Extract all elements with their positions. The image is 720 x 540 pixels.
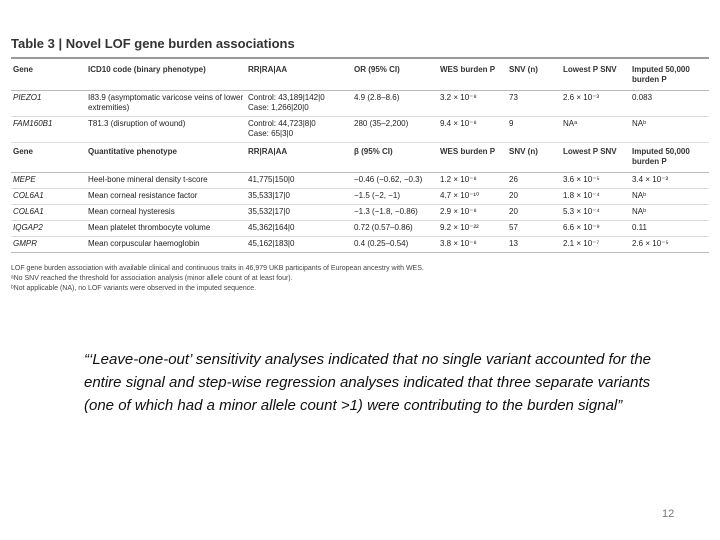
table-cell: 20 bbox=[509, 191, 518, 200]
table-cell: WES burden P bbox=[440, 65, 496, 74]
table-cell: 4.9 (2.8–8.6) bbox=[354, 93, 400, 102]
page-number: 12 bbox=[662, 508, 675, 520]
quote-text: “‘Leave-one-out’ sensitivity analyses indicated that no single variant accounted for the entire signal and step-wise regression analyses indicated that three separate variants (one of which had a minor allele count >1) were contributing to the burden signal” bbox=[84, 351, 652, 414]
table-cell: 0.11 bbox=[632, 223, 647, 232]
table-cell: 73 bbox=[509, 93, 518, 102]
table-cell: Mean platelet thrombocyte volume bbox=[88, 223, 211, 232]
footnote: ᵃNo SNV reached the threshold for association analysis (minor allele count of at least four). bbox=[11, 275, 293, 282]
table-cell: 2.1 × 10⁻⁷ bbox=[563, 239, 600, 248]
table-header-row bbox=[11, 61, 709, 91]
table-cell: 3.4 × 10⁻³ bbox=[632, 175, 669, 184]
table-cell: RR|RA|AA bbox=[248, 65, 288, 74]
table-cell: NAᵃ bbox=[563, 119, 578, 128]
table-cell: Mean corpuscular haemoglobin bbox=[88, 239, 200, 248]
table-cell: 9 bbox=[509, 119, 514, 128]
table-cell: 13 bbox=[509, 239, 518, 248]
table-cell: 35,532|17|0 bbox=[248, 207, 290, 216]
gene-cell: COL6A1 bbox=[13, 207, 44, 216]
table-header-row bbox=[11, 143, 709, 173]
table-row bbox=[11, 91, 709, 117]
table-cell: T81.3 (disruption of wound) bbox=[88, 119, 186, 128]
table-cell: 3.8 × 10⁻⁸ bbox=[440, 239, 477, 248]
table-cell: 5.3 × 10⁻⁴ bbox=[563, 207, 600, 216]
table-cell: Heel-bone mineral density t-score bbox=[88, 175, 208, 184]
table-cell: Quantitative phenotype bbox=[88, 147, 177, 156]
table-cell: −1.3 (−1.8, −0.86) bbox=[354, 207, 418, 216]
table-cell: 0.083 bbox=[632, 93, 653, 102]
table-cell: Imputed 50,000 burden P bbox=[632, 147, 690, 166]
footnote: ᵇNot applicable (NA), no LOF variants were observed in the imputed sequence. bbox=[11, 285, 257, 292]
table-cell: Gene bbox=[13, 147, 34, 156]
table-cell: Lowest P SNV bbox=[563, 147, 617, 156]
title-divider bbox=[11, 57, 709, 59]
table-cell: 9.2 × 10⁻²² bbox=[440, 223, 479, 232]
gene-cell: COL6A1 bbox=[13, 191, 44, 200]
table-cell: 3.2 × 10⁻⁸ bbox=[440, 93, 477, 102]
table-cell: NAᵇ bbox=[632, 119, 647, 128]
gene-cell: GMPR bbox=[13, 239, 37, 248]
table-cell: 6.6 × 10⁻⁹ bbox=[563, 223, 600, 232]
gene-cell: MEPE bbox=[13, 175, 36, 184]
table-row bbox=[11, 189, 709, 205]
table-cell: −0.46 (−0.62, −0.3) bbox=[354, 175, 423, 184]
table-cell: SNV (n) bbox=[509, 147, 538, 156]
table-cell: 2.9 × 10⁻⁸ bbox=[440, 207, 477, 216]
table-cell: 41,775|150|0 bbox=[248, 175, 295, 184]
table-cell: 2.6 × 10⁻³ bbox=[563, 93, 600, 102]
table-cell: Control: 44,723|8|0 Case: 65|3|0 bbox=[248, 119, 316, 138]
gene-cell: IQGAP2 bbox=[13, 223, 43, 232]
table-cell: 4.7 × 10⁻¹⁰ bbox=[440, 191, 480, 200]
burden-table bbox=[11, 61, 709, 253]
table-cell: Mean corneal resistance factor bbox=[88, 191, 198, 200]
table-cell: SNV (n) bbox=[509, 65, 538, 74]
table-cell: 1.8 × 10⁻⁴ bbox=[563, 191, 600, 200]
table-cell: Mean corneal hysteresis bbox=[88, 207, 175, 216]
table-cell: −1.5 (−2, −1) bbox=[354, 191, 401, 200]
table-cell: 57 bbox=[509, 223, 518, 232]
table-cell: 3.6 × 10⁻⁵ bbox=[563, 175, 600, 184]
table-cell: 45,362|164|0 bbox=[248, 223, 295, 232]
table-row bbox=[11, 221, 709, 237]
table-cell: OR (95% CI) bbox=[354, 65, 400, 74]
table-cell: Gene bbox=[13, 65, 34, 74]
table-cell: WES burden P bbox=[440, 147, 496, 156]
table-cell: 2.6 × 10⁻⁵ bbox=[632, 239, 669, 248]
table-cell: Lowest P SNV bbox=[563, 65, 617, 74]
table-cell: 280 (35–2,200) bbox=[354, 119, 409, 128]
table-cell: RR|RA|AA bbox=[248, 147, 288, 156]
table-cell: 26 bbox=[509, 175, 518, 184]
table-row bbox=[11, 117, 709, 143]
table-cell: 45,162|183|0 bbox=[248, 239, 295, 248]
table-cell: NAᵇ bbox=[632, 207, 647, 216]
table-row bbox=[11, 173, 709, 189]
table-cell: 35,533|17|0 bbox=[248, 191, 290, 200]
table-cell: ICD10 code (binary phenotype) bbox=[88, 65, 206, 74]
gene-cell: PIEZO1 bbox=[13, 93, 42, 102]
table-cell: Control: 43,189|142|0 Case: 1,266|20|0 bbox=[248, 93, 325, 112]
table-row bbox=[11, 205, 709, 221]
table-row bbox=[11, 237, 709, 253]
table-cell: β (95% CI) bbox=[354, 147, 393, 156]
table-cell: Imputed 50,000 burden P bbox=[632, 65, 690, 84]
gene-cell: FAM160B1 bbox=[13, 119, 53, 128]
table-cell: 0.4 (0.25–0.54) bbox=[354, 239, 409, 248]
table-cell: I83.9 (asymptomatic varicose veins of lower extremities) bbox=[88, 93, 244, 112]
table-cell: 1.2 × 10⁻⁸ bbox=[440, 175, 477, 184]
table-title: Table 3 | Novel LOF gene burden associations bbox=[11, 36, 295, 51]
table-cell: 9.4 × 10⁻⁸ bbox=[440, 119, 477, 128]
footnote: LOF gene burden association with available clinical and continuous traits in 46,979 UKB participants of European ancestry with WES. bbox=[11, 265, 424, 272]
table-cell: 0.72 (0.57–0.86) bbox=[354, 223, 413, 232]
table-cell: 20 bbox=[509, 207, 518, 216]
table-cell: NAᵇ bbox=[632, 191, 647, 200]
table-footnotes bbox=[11, 264, 709, 294]
